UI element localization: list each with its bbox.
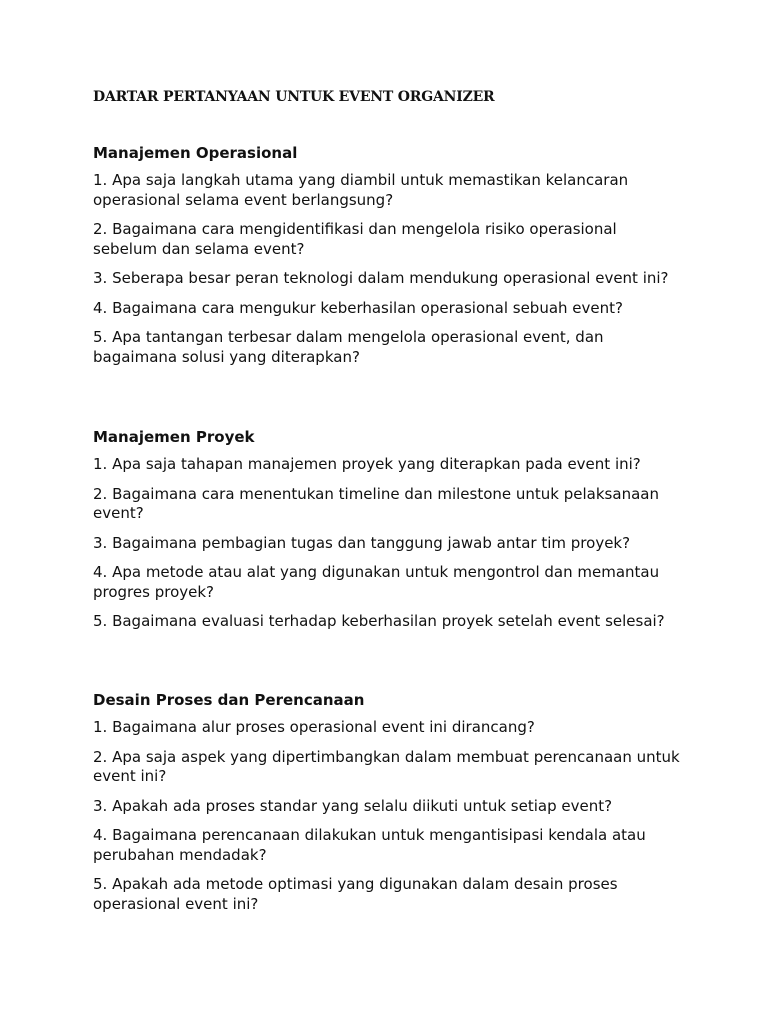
question-item: 3. Bagaimana pembagian tugas dan tanggung jawab antar tim proyek? [93,533,631,552]
question-item: 2. Apa saja aspek yang dipertimbangkan dalam membuat perencanaan untuk event ini? [93,747,680,785]
question-item: 4. Apa metode atau alat yang digunakan untuk mengontrol dan memantau progres proyek? [93,563,660,601]
question-item: 3. Apakah ada proses standar yang selalu diikuti untuk setiap event? [93,796,613,815]
question-item: 1. Apa saja langkah utama yang diambil untuk memastikan kelancaran operasional selama event berlangsung? [93,171,629,209]
question-item: 5. Apakah ada metode optimasi yang digunakan dalam desain proses operasional event ini? [93,875,618,913]
question-item: 4. Bagaimana cara mengukur keberhasilan operasional sebuah event? [93,298,623,317]
question-list [93,455,693,632]
section-heading: Desain Proses dan Perencanaan [93,691,365,709]
section-manajemen-operasional [93,144,693,377]
question-item: 1. Apa saja tahapan manajemen proyek yang diterapkan pada event ini? [93,455,641,473]
question-item: 3. Seberapa besar peran teknologi dalam mendukung operasional event ini? [93,269,669,287]
question-item: 4. Bagaimana perencanaan dilakukan untuk mengantisipasi kendala atau perubahan mendadak? [93,826,646,864]
section-heading: Manajemen Operasional [93,144,298,162]
question-item: 1. Bagaimana alur proses operasional event ini dirancang? [93,718,535,736]
question-item: 2. Bagaimana cara menentukan timeline dan milestone untuk pelaksanaan event? [93,484,659,522]
question-item: 2. Bagaimana cara mengidentifikasi dan mengelola risiko operasional sebelum dan selama event? [93,220,617,258]
question-list [93,718,693,914]
section-desain-proses-dan-perencanaan [93,691,693,924]
section-manajemen-proyek [93,428,693,642]
question-list [93,171,693,367]
document-title: DARTAR PERTANYAAN UNTUK EVENT ORGANIZER [93,89,495,105]
question-item: 5. Bagaimana evaluasi terhadap keberhasilan proyek setelah event selesai? [93,612,665,630]
section-heading: Manajemen Proyek [93,428,255,446]
question-item: 5. Apa tantangan terbesar dalam mengelola operasional event, dan bagaimana solusi yang diterapkan? [93,328,604,366]
